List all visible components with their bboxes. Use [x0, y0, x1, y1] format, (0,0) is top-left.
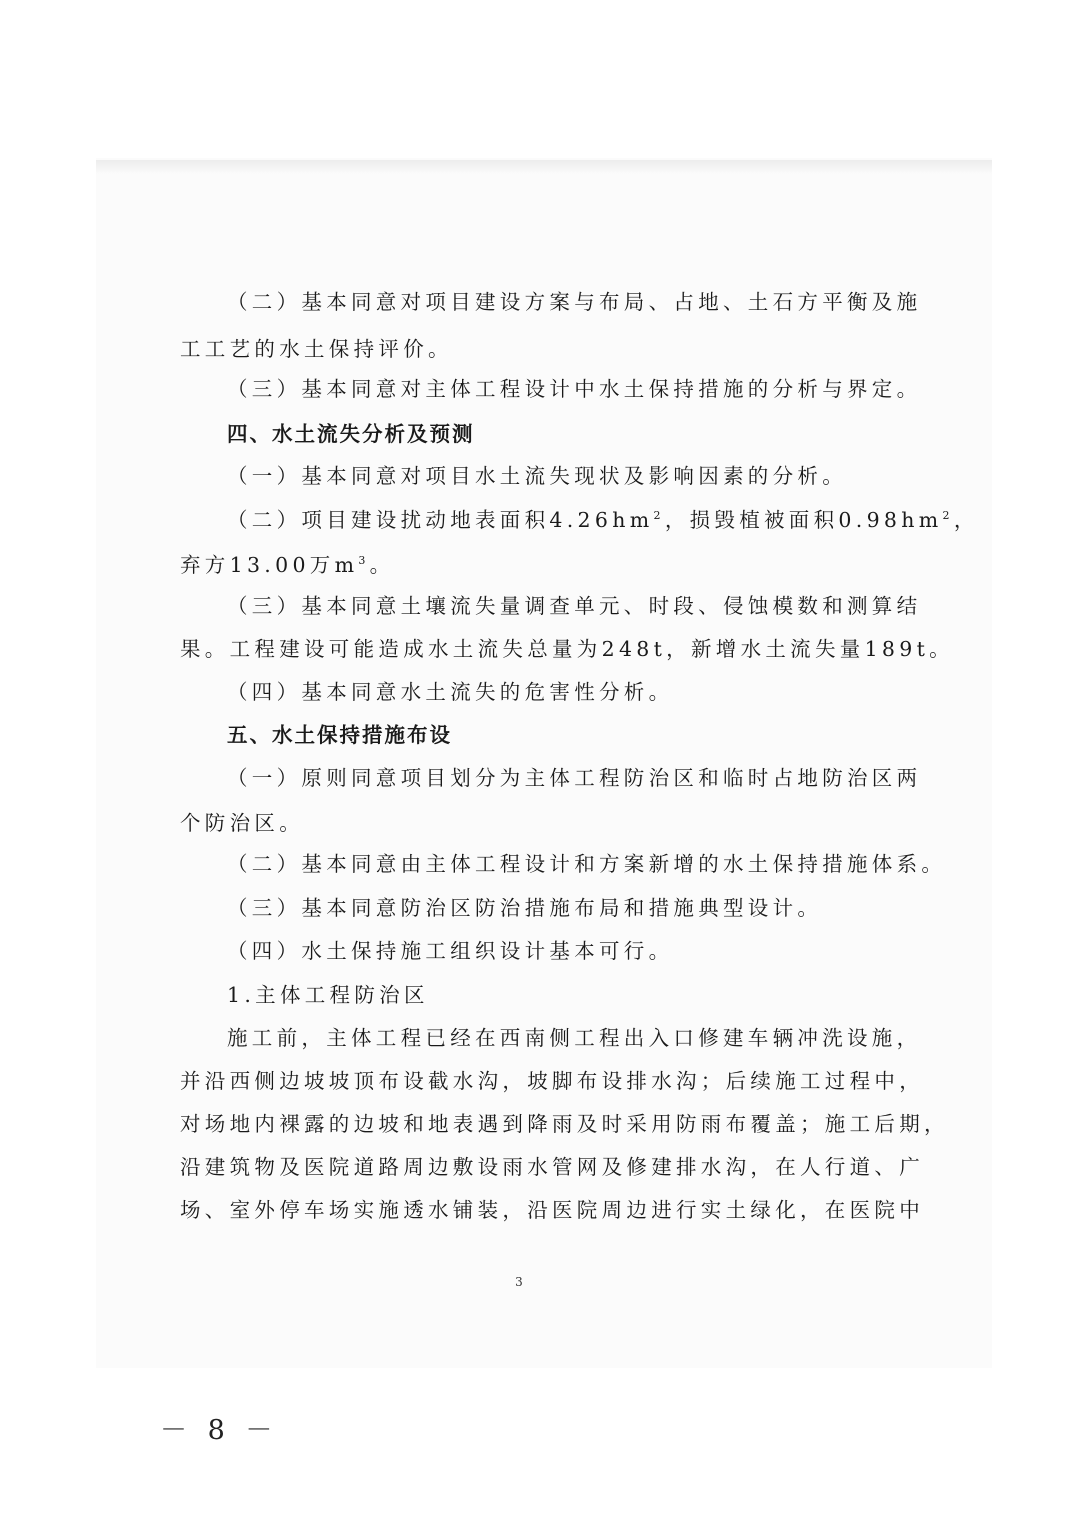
paragraph-5-1-line-1: （一）原则同意项目划分为主体工程防治区和临时占地防治区两	[227, 766, 922, 790]
spoil-volume-text: 弃方13.00万m	[180, 553, 359, 577]
disturbed-area-text: （二）项目建设扰动地表面积4.26hm	[227, 508, 654, 532]
scan-edge-shadow	[96, 160, 992, 174]
body-paragraph-line-1: 施工前，主体工程已经在西南侧工程出入口修建车辆冲洗设施，	[227, 1026, 922, 1050]
paragraph-4-4: （四）基本同意水土流失的危害性分析。	[227, 680, 674, 704]
paragraph-5-3: （三）基本同意防治区防治措施布局和措施典型设计。	[227, 896, 823, 920]
comma: ，	[953, 508, 979, 532]
body-paragraph-line-2: 并沿西侧边坡坡顶布设截水沟，坡脚布设排水沟；后续施工过程中，	[180, 1069, 924, 1093]
subsection-heading-1: 1.主体工程防治区	[227, 983, 429, 1007]
paragraph-5-4: （四）水土保持施工组织设计基本可行。	[227, 939, 674, 963]
paragraph-4-3-line-1: （三）基本同意土壤流失量调查单元、时段、侵蚀模数和测算结	[227, 594, 922, 618]
paragraph-4-2-line-1	[180, 497, 979, 544]
paragraph-4-1: （一）基本同意对项目水土流失现状及影响因素的分析。	[227, 464, 847, 488]
period: 。	[369, 553, 395, 577]
paragraph-2-3: （三）基本同意对主体工程设计中水土保持措施的分析与界定。	[227, 377, 922, 401]
section-heading-5: 五、水土保持措施布设	[227, 723, 452, 747]
body-paragraph-line-4: 沿建筑物及医院道路周边敷设雨水管网及修建排水沟，在人行道、广	[180, 1155, 924, 1179]
vegetation-area-text: ，损毁植被面积0.98hm	[664, 508, 943, 532]
paragraph-2-2-line-1: （二）基本同意对项目建设方案与布局、占地、土石方平衡及施	[227, 290, 922, 314]
section-heading-4: 四、水土流失分析及预测	[227, 422, 475, 446]
inner-page-number: 3	[515, 1275, 523, 1289]
superscript-2: 2	[942, 509, 954, 523]
paragraph-5-1-line-2: 个防治区。	[180, 811, 304, 835]
superscript-2: 2	[653, 509, 665, 523]
paragraph-4-2-line-2	[180, 542, 870, 589]
paragraph-2-2-line-2: 工工艺的水土保持评价。	[180, 337, 453, 361]
body-paragraph-line-3: 对场地内裸露的边坡和地表遇到降雨及时采用防雨布覆盖；施工后期，	[180, 1112, 949, 1136]
body-paragraph-line-5: 场、室外停车场实施透水铺装，沿医院周边进行实土绿化，在医院中	[180, 1198, 924, 1222]
superscript-3: 3	[358, 554, 370, 568]
paragraph-5-2: （二）基本同意由主体工程设计和方案新增的水土保持措施体系。	[227, 852, 947, 876]
outer-page-number: － 8 －	[160, 1415, 279, 1446]
paragraph-4-3-line-2: 果。工程建设可能造成水土流失总量为248t，新增水土流失量189t。	[180, 637, 954, 661]
